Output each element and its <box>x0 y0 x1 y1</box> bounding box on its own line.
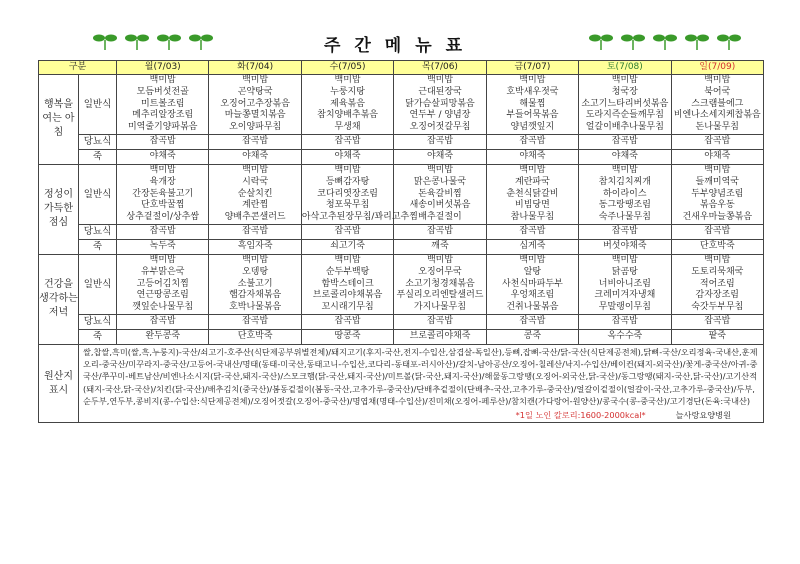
menu-item: 동그랑땡조림 <box>598 200 651 211</box>
meal-section-label: 행복을 여는 아침 <box>39 75 79 165</box>
menu-item: 도토리묵채국 <box>691 266 744 277</box>
menu-item: 깻잎순나물무침 <box>132 302 194 313</box>
diabetic-cell-fri: 잡곡밥 <box>486 224 578 239</box>
porridge-cell-fri: 야채죽 <box>486 149 578 164</box>
menu-item: 시락국 <box>242 176 269 187</box>
diabetic-cell-mon: 잡곡밥 <box>117 314 209 329</box>
diabetic-cell-sat: 잡곡밥 <box>579 134 671 149</box>
meal-type-diabetic: 당뇨식 <box>79 134 117 149</box>
porridge-cell-mon: 야채죽 <box>117 149 209 164</box>
diabetic-meal-row <box>39 134 764 149</box>
menu-item: 백미밥 <box>426 75 454 85</box>
porridge-cell-fri: 콩죽 <box>486 329 578 344</box>
menu-item: 유부맑은국 <box>140 266 185 277</box>
menu-item: 오징어고추장볶음 <box>220 98 290 109</box>
menu-item: 참치양배추볶음 <box>317 110 378 121</box>
meal-type-regular: 일반식 <box>79 75 117 135</box>
origin-info <box>79 344 764 422</box>
porridge-cell-tue: 단호박죽 <box>209 329 301 344</box>
menu-item: 적어조림 <box>699 278 735 289</box>
porridge-cell-sun: 야채죽 <box>671 149 763 164</box>
menu-item: 백미밥 <box>242 75 269 85</box>
menu-item: 호박새우젓국 <box>506 86 559 97</box>
header-category: 구분 <box>39 61 117 75</box>
menu-item: 백미밥 <box>149 75 176 85</box>
meal-section-label: 건강을 생각하는 저녁 <box>39 254 79 344</box>
diabetic-cell-tue: 잡곡밥 <box>209 134 301 149</box>
porridge-cell-wed: 쇠고기죽 <box>301 239 393 254</box>
menu-item: 마늘쫑멸치볶음 <box>224 110 286 121</box>
menu-item: 순살치킨 <box>237 188 273 199</box>
porridge-cell-sat: 버섯야채죽 <box>579 239 671 254</box>
diabetic-cell-tue: 잡곡밥 <box>209 314 301 329</box>
porridge-cell-wed: 야채죽 <box>301 149 393 164</box>
menu-item: 크레미겨자냉채 <box>594 290 656 301</box>
regular-meal-row <box>39 75 764 135</box>
menu-item: 소고기느타리버섯볶음 <box>581 98 669 109</box>
menu-item: 비빔당면 <box>515 200 550 211</box>
menu-item: 백미밥 <box>611 75 638 85</box>
porridge-cell-mon: 완두콩죽 <box>117 329 209 344</box>
menu-item: 우엉채조림 <box>510 290 555 301</box>
porridge-cell-sat: 옥수수죽 <box>579 329 671 344</box>
menu-cell-sun <box>671 254 763 314</box>
menu-item: 계란찜 <box>242 200 269 211</box>
menu-item: 스크램블에그 <box>691 98 744 109</box>
menu-item: 숙갓두부무침 <box>691 302 744 313</box>
meal-type-regular: 일반식 <box>79 164 117 224</box>
diabetic-cell-wed: 잡곡밥 <box>301 224 393 239</box>
menu-cell-tue <box>209 164 301 224</box>
porridge-cell-sat: 야채죽 <box>579 149 671 164</box>
diabetic-cell-wed: 잡곡밥 <box>301 134 393 149</box>
menu-item: 꼬시래기무침 <box>321 302 374 313</box>
menu-item: 고등어김치찜 <box>136 278 189 289</box>
menu-item: 돈나물무침 <box>695 122 740 133</box>
menu-item: 북어국 <box>704 86 731 97</box>
menu-item: 계란파국 <box>515 176 550 187</box>
menu-item: 근대된장국 <box>418 86 462 97</box>
porridge-cell-sun: 단호박죽 <box>671 239 763 254</box>
porridge-cell-sun: 팥죽 <box>671 329 763 344</box>
menu-item: 백미밥 <box>242 164 269 175</box>
menu-item: 육개장 <box>149 176 176 187</box>
menu-cell-mon <box>117 254 209 314</box>
menu-item: 미역줄기양파볶음 <box>127 122 198 133</box>
menu-cell-sat <box>579 164 671 224</box>
menu-item: 백미밥 <box>149 164 176 175</box>
menu-item: 상추겉절이/상추쌈 <box>126 212 200 223</box>
menu-item: 너비아니조림 <box>598 278 651 289</box>
menu-item: 건취나물볶음 <box>506 302 559 313</box>
menu-item: 순두부백탕 <box>325 266 370 277</box>
menu-item: 백미밥 <box>519 254 546 265</box>
menu-item: 무말랭이무침 <box>598 302 651 313</box>
calorie-note: *1일 노인 칼로리:1600-2000kcal* <box>515 409 646 420</box>
menu-item: 양배추콘샐러드 <box>224 212 286 223</box>
menu-item: 하이라이스 <box>603 188 647 199</box>
diabetic-cell-thu: 잡곡밥 <box>394 134 486 149</box>
meal-type-porridge: 죽 <box>79 149 117 164</box>
diabetic-cell-thu: 잡곡밥 <box>394 314 486 329</box>
menu-item: 백미밥 <box>334 254 361 265</box>
menu-item: 돈육갈비찜 <box>418 188 462 199</box>
meal-type-diabetic: 당뇨식 <box>79 224 117 239</box>
menu-cell-mon <box>117 164 209 224</box>
menu-item: 닭곰탕 <box>611 266 638 277</box>
porridge-row <box>39 329 764 344</box>
menu-item: 메추리알장조림 <box>132 110 194 121</box>
menu-cell-thu <box>394 254 486 314</box>
porridge-cell-tue: 흑임자죽 <box>209 239 301 254</box>
porridge-row <box>39 239 764 254</box>
porridge-cell-tue: 야채죽 <box>209 149 301 164</box>
diabetic-meal-row <box>39 224 764 239</box>
diabetic-cell-sun: 잡곡밥 <box>671 314 763 329</box>
menu-item: 연근땅콩조림 <box>136 290 189 301</box>
porridge-cell-wed: 땅콩죽 <box>301 329 393 344</box>
diabetic-cell-thu: 잡곡밥 <box>394 224 486 239</box>
page-title: 주간메뉴표 <box>323 36 477 56</box>
menu-item: 볶음우동 <box>699 200 735 211</box>
diabetic-cell-sat: 잡곡밥 <box>579 314 671 329</box>
meal-type-diabetic: 당뇨식 <box>79 314 117 329</box>
menu-item: 곤약탕국 <box>237 86 273 97</box>
menu-cell-sat <box>579 75 671 135</box>
menu-item: 백미밥 <box>426 254 454 265</box>
menu-item: 햄감자채볶음 <box>229 290 282 301</box>
menu-item: 브로콜리야채볶음 <box>312 290 383 301</box>
menu-item: 춘천식닭갈비 <box>506 188 559 199</box>
porridge-cell-thu: 야채죽 <box>394 149 486 164</box>
header-day-fri: 금(7/07) <box>486 61 578 75</box>
menu-item: 무생채 <box>334 122 361 133</box>
porridge-cell-mon: 녹두죽 <box>117 239 209 254</box>
menu-item: 백미밥 <box>611 254 638 265</box>
diabetic-meal-row <box>39 314 764 329</box>
meal-section-label: 정성이 가득한 점심 <box>39 164 79 254</box>
menu-item: 참치김치찌개 <box>598 176 651 187</box>
header-day-mon: 월(7/03) <box>117 61 209 75</box>
porridge-cell-fri: 심게죽 <box>486 239 578 254</box>
origin-label: 원산지 표시 <box>39 344 79 422</box>
menu-item: 사천식마파두부 <box>501 278 563 289</box>
menu-cell-fri <box>486 164 578 224</box>
menu-item: 소불고기 <box>237 278 273 289</box>
menu-item: 함박스테이크 <box>321 278 374 289</box>
menu-cell-wed <box>301 75 393 135</box>
diabetic-cell-mon: 잡곡밥 <box>117 134 209 149</box>
menu-item: 미트볼조림 <box>140 98 185 109</box>
diabetic-cell-wed: 잡곡밥 <box>301 314 393 329</box>
menu-item: 연두부 / 양념장 <box>409 110 471 121</box>
menu-item: 백미밥 <box>704 164 731 175</box>
menu-item: 두부양념조림 <box>691 188 744 199</box>
menu-item: 감자장조림 <box>695 290 740 301</box>
menu-item: 모듬버섯전골 <box>136 86 189 97</box>
diabetic-cell-fri: 잡곡밥 <box>486 134 578 149</box>
header-day-wed: 수(7/05) <box>301 61 393 75</box>
menu-item: 참나물무침 <box>510 212 555 223</box>
menu-item: 백미밥 <box>519 75 546 85</box>
menu-item: 푸실리오리엔탈샐러드 <box>396 290 484 301</box>
menu-item: 알탕 <box>523 266 542 277</box>
menu-item: 해물찜 <box>519 98 546 109</box>
menu-item: 새송이버섯볶음 <box>409 200 471 211</box>
menu-cell-thu <box>394 75 486 135</box>
menu-item: 숙주나물무침 <box>598 212 651 223</box>
menu-item: 호박나물볶음 <box>229 302 282 313</box>
header-day-thu: 목(7/06) <box>394 61 486 75</box>
menu-item: 청국장 <box>611 86 638 97</box>
menu-item: 백미밥 <box>519 164 546 175</box>
menu-item: 얼갈이배추나물무침 <box>585 122 664 133</box>
regular-meal-row <box>39 164 764 224</box>
menu-item: 오징어무국 <box>418 266 462 277</box>
menu-item: 부들어묵볶음 <box>506 110 559 121</box>
porridge-cell-thu: 깨죽 <box>394 239 486 254</box>
diabetic-cell-sat: 잡곡밥 <box>579 224 671 239</box>
menu-cell-sun <box>671 75 763 135</box>
menu-cell-sat <box>579 254 671 314</box>
menu-item: 오징어젓갈무침 <box>409 122 471 133</box>
menu-item: 백미밥 <box>704 254 731 265</box>
menu-cell-tue <box>209 75 301 135</box>
header-day-sat: 토(7/08) <box>579 61 671 75</box>
meal-type-porridge: 죽 <box>79 239 117 254</box>
menu-item: 등뼈감자탕 <box>325 176 370 187</box>
origin-text: 쌀,찹쌀,흑미(쌀,흑,누룽지)-국산/쇠고기-호주산(식단제공부위별전체)/돼지고기(후지-국산,전지-수입산,삼겹살-독일산),등뼈,잡뼈-국산/닭-국산(식단제공전체),닭뼈-국산/오리정육-국내산,훈제오리-중국산/미꾸라지-중국산/고등어-국내산/명태(동태-미국산,동태고니-수입산,코다리-동태포-러시아산)/갈치-남아공산/오징어-칠레산/낙지-수입산/베이컨(돼지-외국산)/꽃게-중국산/아귀-중국산/쭈꾸미-베트남산/비엔나소시지(닭-국산,돼지-국산)/스모크햄(닭-국산,돼지-국산)/미트볼(닭-국산,돼지-국산)/해물동그랑땡(오징어-외국산,닭-국산)/동그랑땡(돼지-국산,닭-국산)/고기산적(돼지-국산,닭-국산)/치킨(닭-국산)/배추김치(중국산)/봄동겉절이(봄동-국산,고추가루-중국산)/단배추겉절이(단배추-국산,고추가루-중국산)/얼갈이겉절이(얼갈이-국산,고추가루-중국산)/두부,순두부,연두부,콩비지(콩-수입산:식단제공전체)/오징어젓갈(오징어-중국산)/명엽채(명태-수입산)/진미채(오징어-페루산)/참치캔(가다랑어-원양산)/콩국수(콩-중국산)/고기경단(돈육:국내산) <box>83 346 758 406</box>
menu-cell-wed <box>301 164 418 224</box>
menu-item: 닭가슴살피망볶음 <box>405 98 475 109</box>
menu-cell-fri <box>486 75 578 135</box>
menu-cell-tue <box>209 254 301 314</box>
regular-meal-row <box>39 254 764 314</box>
menu-item: 백미밥 <box>334 164 361 175</box>
origin-row <box>39 344 764 422</box>
menu-item: 제육볶음 <box>330 98 365 109</box>
diabetic-cell-sun: 잡곡밥 <box>671 224 763 239</box>
menu-item: 백미밥 <box>704 75 731 85</box>
porridge-cell-thu: 브로콜리야채죽 <box>394 329 486 344</box>
menu-cell-fri <box>486 254 578 314</box>
header-day-tue: 화(7/04) <box>209 61 301 75</box>
diabetic-cell-fri: 잡곡밥 <box>486 314 578 329</box>
menu-item: 건새우마늘쫑볶음 <box>682 212 753 223</box>
menu-item: 청포묵무침 <box>325 200 370 211</box>
header-day-sun: 일(7/09) <box>671 61 763 75</box>
diabetic-cell-mon: 잡곡밥 <box>117 224 209 239</box>
diabetic-cell-tue: 잡곡밥 <box>209 224 301 239</box>
menu-item: 백미밥 <box>426 164 454 175</box>
menu-item: 오뎅탕 <box>242 266 269 277</box>
menu-item: 양념깻잎지 <box>510 122 555 133</box>
hospital-name: 늘사랑요양병원 <box>675 409 731 420</box>
menu-item: 백미밥 <box>611 164 638 175</box>
diabetic-cell-sun: 잡곡밥 <box>671 134 763 149</box>
menu-item: 가지나물무침 <box>413 302 467 313</box>
menu-item: 들깨미역국 <box>695 176 740 187</box>
weekly-menu-table <box>38 60 764 423</box>
meal-type-porridge: 죽 <box>79 329 117 344</box>
meal-type-regular: 일반식 <box>79 254 117 314</box>
menu-cell-wed <box>301 254 393 314</box>
menu-item: 오이양파무침 <box>229 122 282 133</box>
menu-cell-sun <box>671 164 763 224</box>
menu-cell-mon <box>117 75 209 135</box>
menu-item: 비엔나소세지케찹볶음 <box>673 110 761 121</box>
menu-item: 소고기청경채볶음 <box>405 278 475 289</box>
menu-item: 백미밥 <box>334 75 361 85</box>
porridge-row <box>39 149 764 164</box>
menu-item: 백미밥 <box>149 254 176 265</box>
menu-item: 코다리엿장조림 <box>317 188 378 199</box>
menu-item: 누룽지탕 <box>330 86 365 97</box>
menu-item: 도라지즉순들깨무침 <box>585 110 664 121</box>
menu-item: 배추겉절이 <box>418 212 462 223</box>
menu-item: 간장돈육불고기 <box>132 188 194 199</box>
menu-item: 백미밥 <box>242 254 269 265</box>
menu-item: 맑은콩나물국 <box>413 176 467 187</box>
menu-item: 아삭고추된장무침/꽈리고추찜 <box>301 212 418 223</box>
menu-item: 단호박꿀찜 <box>140 200 185 211</box>
header-row <box>39 61 764 75</box>
